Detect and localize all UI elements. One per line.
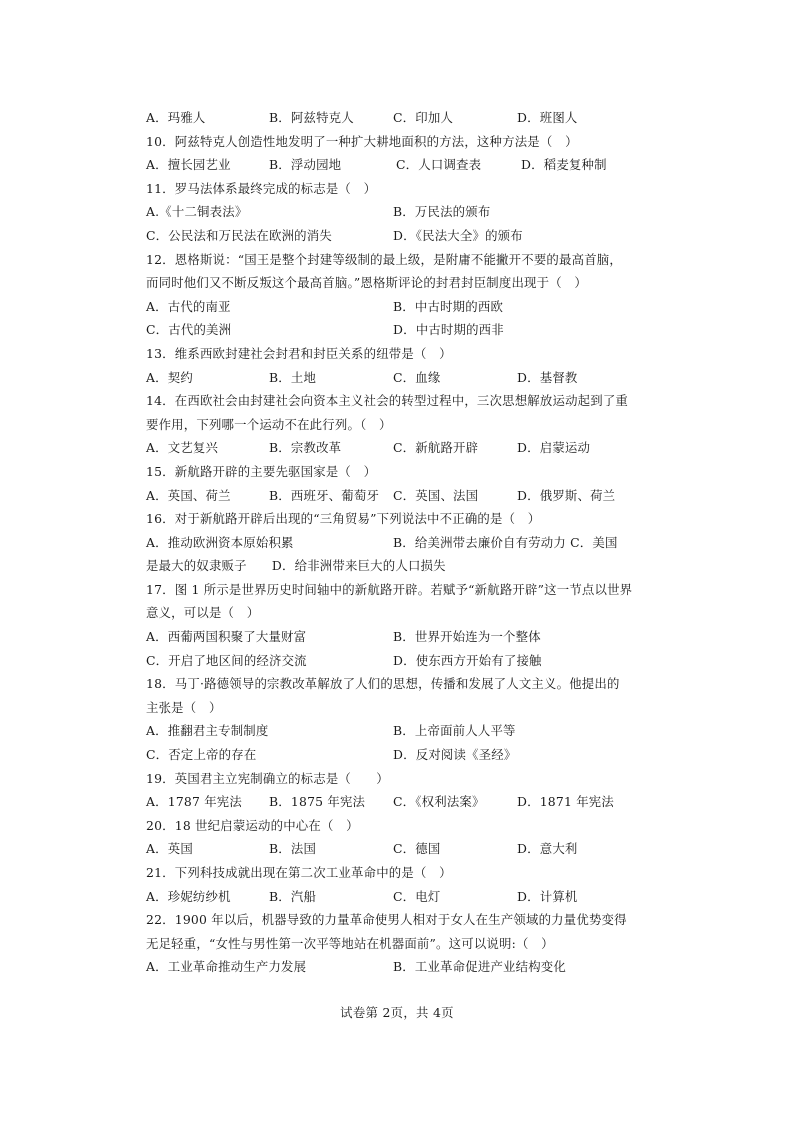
- option-b[interactable]: B．西班牙、葡萄牙: [269, 487, 380, 503]
- option-right[interactable]: D．《民法大全》的颁布: [393, 227, 523, 243]
- option-b[interactable]: B．阿兹特克人: [269, 110, 354, 125]
- option-left[interactable]: C．公民法和万民法在欧洲的消失: [146, 227, 332, 243]
- question-text-content: 21．下列科技成就出现在第二次工业革命中的是（ ）: [146, 865, 452, 880]
- question-text-content: 18．马丁·路德领导的宗教改革解放了人们的思想，传播和发展了人文主义。他提出的: [146, 676, 620, 692]
- question-text-content: 19．英国君主立宪制确立的标志是（ ）: [146, 770, 389, 786]
- question-list: [146, 106, 633, 979]
- question-text: [146, 578, 633, 602]
- question-text: [146, 507, 616, 531]
- option-c[interactable]: C．新航路开辟: [393, 440, 479, 456]
- option-left[interactable]: A．古代的南亚: [146, 298, 231, 314]
- question-text-content: 22．1900 年以后，机器导致的力量革命使男人相对于女人在生产领域的力量优势变得: [146, 912, 627, 928]
- option-c[interactable]: C．人口调查表: [396, 157, 482, 173]
- option-c[interactable]: C．德国: [393, 841, 441, 857]
- option-c[interactable]: C．电灯: [393, 888, 441, 904]
- option-row: [146, 649, 616, 673]
- question-text: [146, 248, 622, 272]
- option-row: [146, 625, 616, 649]
- option-b[interactable]: B．汽船: [269, 888, 317, 904]
- option-row: [146, 837, 616, 861]
- question-text-content: 无足轻重，“女性与男性第一次平等地站在机器面前”。这可以说明:（ ）: [146, 935, 554, 951]
- question-text: [146, 908, 627, 932]
- option-d[interactable]: D．1871 年宪法: [517, 794, 614, 810]
- option-c[interactable]: C．英国、法国: [393, 487, 479, 503]
- option-d[interactable]: D．稻麦复种制: [521, 157, 607, 173]
- question-text: [146, 601, 616, 625]
- option-row: [146, 436, 616, 460]
- option-c[interactable]: C．印加人: [393, 110, 454, 125]
- option-left[interactable]: C．古代的美洲: [146, 322, 232, 338]
- option-a[interactable]: A．契约: [146, 369, 193, 385]
- option-right[interactable]: B．工业革命促进产业结构变化: [393, 959, 566, 975]
- option-row: [146, 295, 616, 319]
- option-a[interactable]: A．珍妮纺纱机: [146, 888, 231, 904]
- option-row: [146, 106, 616, 130]
- option-row: [146, 224, 616, 248]
- option-d[interactable]: D．意大利: [517, 841, 578, 857]
- option-left[interactable]: C．开启了地区间的经济交流: [146, 652, 307, 668]
- option-left[interactable]: A.《十二铜表法》: [146, 204, 248, 220]
- question-text-content: 而同时他们又不断反叛这个最高首脑。”恩格斯评论的封君封臣制度出现于（ ）: [146, 275, 588, 291]
- option-b[interactable]: B．宗教改革: [269, 440, 342, 456]
- question-text: [146, 696, 616, 720]
- question-text: [146, 389, 629, 413]
- option-row: [146, 743, 616, 767]
- question-text: [146, 271, 616, 295]
- option-row: [146, 955, 616, 979]
- option-d[interactable]: D．启蒙运动: [517, 440, 591, 456]
- option-left[interactable]: C．否定上帝的存在: [146, 747, 257, 763]
- option-row: [146, 885, 616, 909]
- question-text-content: 16．对于新航路开辟后出现的“三角贸易”下列说法中不正确的是（ ）: [146, 511, 541, 527]
- option-left[interactable]: A．推动欧洲资本原始积累: [146, 534, 294, 550]
- option-b[interactable]: B．法国: [269, 841, 317, 857]
- option-left[interactable]: A．推翻君主专制制度: [146, 723, 269, 739]
- option-c[interactable]: C．《权利法案》: [393, 794, 485, 810]
- question-text-content: 主张是（ ）: [146, 699, 222, 715]
- question-text-content: 11．罗马法体系最终完成的标志是（ ）: [146, 180, 377, 196]
- question-text-content: 要作用，下列哪一个运动不在此行列。（ ）: [146, 416, 392, 432]
- option-a[interactable]: A．英国: [146, 841, 193, 857]
- question-text-content: 17．图 1 所示是世界历史时间轴中的新航路开辟。若赋予“新航路开辟”这一节点以世界: [146, 581, 633, 597]
- option-d[interactable]: D．基督教: [517, 369, 578, 385]
- option-right[interactable]: B．中古时期的西欧: [393, 298, 504, 314]
- option-row: [146, 531, 616, 555]
- question-text-content: 12．恩格斯说：“国王是整个封建等级制的最上级，是附庸不能撇开不要的最高首脑，: [146, 251, 622, 267]
- question-text: [146, 177, 616, 201]
- option-right[interactable]: D．中古时期的西非: [393, 322, 504, 338]
- option-b[interactable]: B．土地: [269, 369, 317, 385]
- question-text-content: 10．阿兹特克人创造性地发明了一种扩大耕地面积的方法，这种方法是（ ）: [146, 133, 578, 149]
- question-text: [146, 814, 616, 838]
- question-text: [146, 460, 616, 484]
- option-b[interactable]: B．浮动园地: [269, 157, 342, 173]
- option-row: [146, 153, 616, 177]
- option-a[interactable]: A．玛雅人: [146, 110, 206, 125]
- option-right[interactable]: B．万民法的颁布: [393, 204, 491, 220]
- option-left[interactable]: A．工业革命推动生产力发展: [146, 959, 307, 975]
- option-a[interactable]: A．英国、荷兰: [146, 487, 231, 503]
- option-right[interactable]: B．上帝面前人人平等: [393, 723, 516, 739]
- option-b[interactable]: B．1875 年宪法: [269, 794, 366, 810]
- question-text: [146, 554, 616, 578]
- question-text-content: 20．18 世纪启蒙运动的中心在（ ）: [146, 817, 359, 833]
- option-left[interactable]: A．西葡两国积聚了大量财富: [146, 629, 307, 645]
- option-row: [146, 318, 616, 342]
- question-text: [146, 342, 616, 366]
- question-text-content: 13．维系西欧封建社会封君和封臣关系的纽带是（ ）: [146, 345, 452, 361]
- question-text-content: 15．新航路开辟的主要先驱国家是（ ）: [146, 463, 377, 479]
- option-c[interactable]: C．血缘: [393, 369, 441, 385]
- option-row: [146, 200, 616, 224]
- option-d[interactable]: D．班图人: [517, 110, 578, 125]
- option-a[interactable]: A．擅长园艺业: [146, 157, 231, 173]
- question-text: [146, 413, 616, 437]
- option-right[interactable]: B．给美洲带去廉价自有劳动力 C．美国: [393, 534, 618, 550]
- question-text: [146, 767, 616, 791]
- question-text-content: 是最大的奴隶贩子 D．给非洲带来巨大的人口损失: [146, 558, 446, 574]
- option-row: [146, 484, 616, 508]
- option-d[interactable]: D．俄罗斯、荷兰: [517, 487, 616, 503]
- option-a[interactable]: A．1787 年宪法: [146, 794, 242, 810]
- option-row: [146, 790, 616, 814]
- question-text: [146, 932, 616, 956]
- question-text: [146, 672, 620, 696]
- question-text-content: 14．在西欧社会由封建社会向资本主义社会的转型过程中，三次思想解放运动起到了重: [146, 393, 629, 409]
- option-right[interactable]: D．使东西方开始有了接触: [393, 652, 542, 668]
- option-row: [146, 366, 616, 390]
- question-text: [146, 861, 616, 885]
- question-text: [146, 130, 616, 154]
- option-right[interactable]: D．反对阅读《圣经》: [393, 747, 517, 763]
- page-footer: 试卷第 2页，共 4页: [340, 1005, 454, 1020]
- option-d[interactable]: D．计算机: [517, 888, 578, 904]
- option-a[interactable]: A．文艺复兴: [146, 440, 219, 456]
- question-text-content: 意义，可以是（ ）: [146, 605, 260, 621]
- option-row: [146, 719, 616, 743]
- option-right[interactable]: B．世界开始连为一个整体: [393, 629, 541, 645]
